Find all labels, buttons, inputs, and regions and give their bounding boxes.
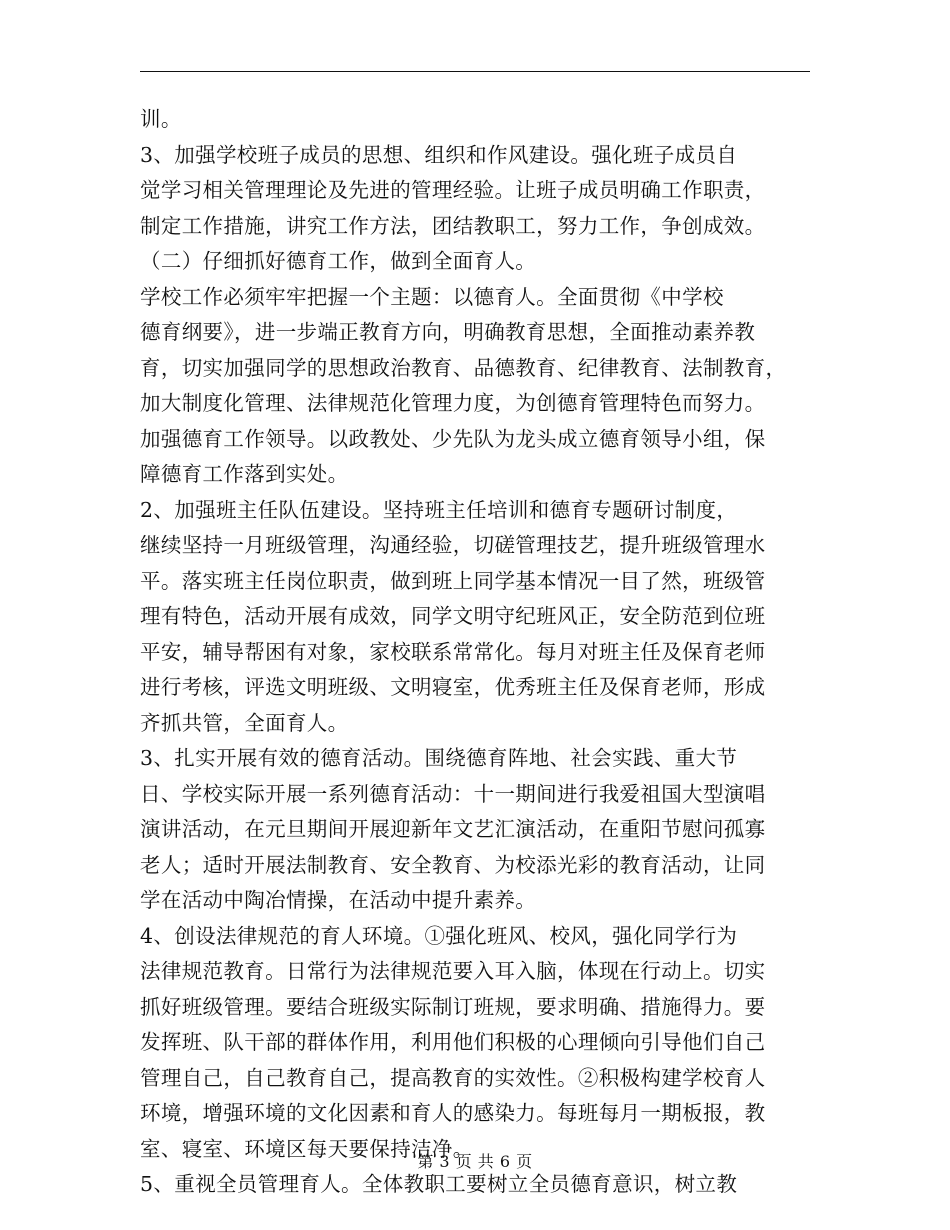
text-line: 室、寝室、环境区每天要保持洁净。	[140, 1136, 474, 1161]
text-line: 障德育工作落到实处。	[140, 462, 349, 486]
text-line: 演讲活动，在元旦期间开展迎新年文艺汇演活动，在重阳节慰问孤寡	[140, 817, 766, 841]
text-line: 继续坚持一月班级管理，沟通经验，切磋管理技艺，提升班级管理水	[140, 533, 766, 557]
text-line: 5、重视全员管理育人。全体教职工要树立全员德育意识，树立教	[140, 1172, 738, 1196]
section-heading: （二）仔细抓好德育工作，做到全面育人。	[140, 249, 537, 273]
text-line: 3、扎实开展有效的德育活动。围绕德育阵地、社会实践、重大节	[140, 746, 738, 770]
text-line: 法律规范教育。日常行为法律规范要入耳入脑，体现在行动上。切实	[140, 959, 766, 983]
text-line: 学在活动中陶冶情操，在活动中提升素养。	[140, 888, 537, 912]
text-line: 老人；适时开展法制教育、安全教育、为校添光彩的教育活动，让同	[140, 852, 766, 877]
text-line: 发挥班、队干部的群体作用，利用他们积极的心理倾向引导他们自己	[140, 1030, 766, 1054]
text-line: 理有特色，活动开展有成效，同学文明守纪班风正，安全防范到位班	[140, 604, 766, 628]
text-line: 平。落实班主任岗位职责，做到班上同学基本情况一目了然，班级管	[140, 568, 766, 593]
text-line: 德育纲要》，进一步端正教育方向，明确教育思想，全面推动素养教	[140, 320, 756, 344]
header-rule	[140, 71, 810, 72]
text-line: 学校工作必须牢牢把握一个主题：以德育人。全面贯彻《中学校	[140, 284, 724, 309]
text-line: 加大制度化管理、法律规范化管理力度，为创德育管理特色而努力。	[140, 391, 766, 415]
text-line: 训。	[140, 107, 182, 131]
text-line: 平安，辅导帮困有对象，家校联系常常化。每月对班主任及保育老师	[140, 639, 766, 664]
text-line: 4、创设法律规范的育人环境。①强化班风、校风，强化同学行为	[140, 923, 738, 948]
text-line: 齐抓共管，全面育人。	[140, 710, 349, 735]
text-line: 2、加强班主任队伍建设。坚持班主任培训和德育专题研讨制度，	[140, 497, 738, 522]
text-line: 日、学校实际开展一系列德育活动：十一期间进行我爱祖国大型演唱	[140, 781, 766, 806]
text-line: 加强德育工作领导。以政教处、少先队为龙头成立德育领导小组，保	[140, 426, 766, 451]
text-line: 管理自己，自己教育自己，提高教育的实效性。②积极构建学校育人	[140, 1065, 766, 1090]
text-line: 进行考核，评选文明班级、文明寝室，优秀班主任及保育老师，形成	[140, 675, 766, 699]
text-line: 制定工作措施，讲究工作方法，团结教职工，努力工作，争创成效。	[140, 213, 766, 238]
text-line: 抓好班级管理。要结合班级实际制订班规，要求明确、措施得力。要	[140, 994, 766, 1019]
text-line: 3、加强学校班子成员的思想、组织和作风建设。强化班子成员自	[140, 142, 738, 167]
text-line: 环境，增强环境的文化因素和育人的感染力。每班每月一期板报，教	[140, 1101, 766, 1125]
page-number-footer: 第 3 页 共 6 页	[417, 1152, 533, 1171]
text-line: 觉学习相关管理理论及先进的管理经验。让班子成员明确工作职责，	[140, 178, 766, 202]
document-body	[140, 102, 810, 1203]
text-line: 育，切实加强同学的思想政治教育、品德教育、纪律教育、法制教育，	[140, 355, 787, 380]
